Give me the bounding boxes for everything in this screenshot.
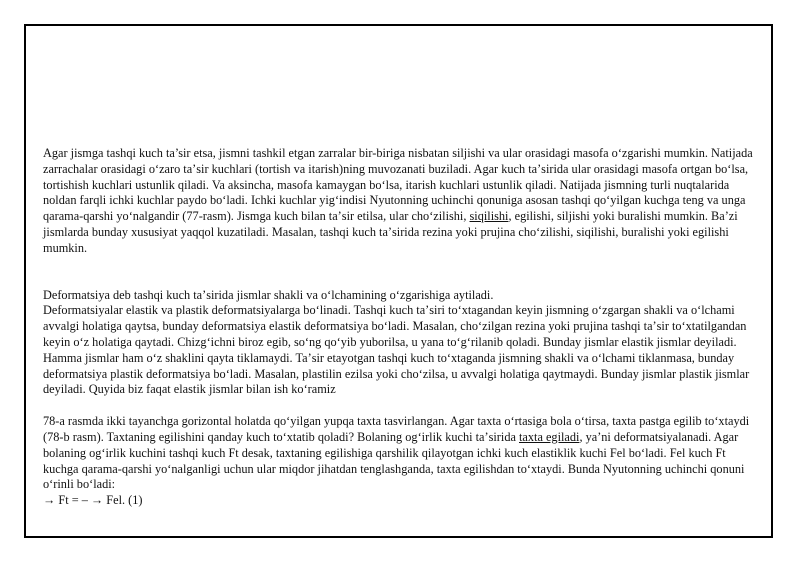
document-body — [43, 146, 759, 509]
underlined-phrase-taxta-egiladi: taxta egiladi — [519, 429, 580, 444]
paragraph-3: Deformatsiyalar elastik va plastik deformatsiyalarga boʻlinadi. Tashqi kuch taʼsiri toʻxtagandan keyin jismning oʻzgargan shakli va oʻlchami avvalgi holatiga qaytsa, bunday deformatsiya elastik deformatsiya boʻladi. Masalan, choʻzilgan rezina yoki prujina tashqi taʼsir toʻxtatilgandan keyin oʻz holatiga qaytadi. Chizgʻichni biroz egib, soʻng qoʻyib yuborilsa, u yana toʻgʻrilanib qoladi. Bunday jismlar elastik jismlar deyiladi. Hamma jismlar ham oʻz shaklini qayta tiklamaydi. Taʼsir etayotgan tashqi kuch toʻxtaganda jismning shakli va oʻlchami tiklanmasa, bunday deformatsiya plastik deformatsiya boʻladi. Masalan, plastilin ezilsa yoki choʻzilsa, u avvalgi holatiga qaytmaydi. Bunday jismlar plastik jismlar deyiladi. Quyida biz faqat elastik jismlar bilan ish koʻramiz — [43, 303, 750, 397]
underlined-word-siqilishi: siqilishi — [469, 209, 509, 224]
paragraph-4: 78-a rasmda ikki tayanchga gorizontal holatda qoʻyilgan yupqa taxta tasvirlangan. Agar taxta oʻrtasiga bola oʻtirsa, taxta pastga egilib toʻxtaydi (78-b rasm). Taxtaning egilishini qanday kuch toʻxtatib qoladi? Bolaning ogʻirlik kuchi taʼsirida taxta egiladi, yaʼni deformatsiyalanadi. Agar bolaning ogʻirlik kuchini tashqi kuch Ft desak, taxtaning egilishiga qarshilik qilayotgan ichki kuch elastiklik kuchi Fel boʻladi. Fel kuch Ft kuchga qarama-qarshi yoʻnalganligi uchun ular miqdor jihatdan tenglashganda, taxta egilishdan toʻxtaydi. Bunda Nyutonning uchinchi qonuni oʻrinli boʻladi: — [43, 414, 750, 492]
page-frame — [24, 24, 773, 538]
formula-line: → Ft = – → Fel. (1) — [43, 493, 143, 508]
paragraph-definition: Deformatsiya deb tashqi kuch taʼsirida jismlar shakli va oʻlchamining oʻzgarishiga aytiladi. — [43, 287, 494, 302]
paragraph-1: Agar jismga tashqi kuch ta’sir etsa, jismni tashkil etgan zarralar bir-biriga nisbatan siljishi va ular orasidagi masofa oʻzgarishi mumkin. Natijada zarrachalar orasidagi oʻzaro taʼsir kuchlari (tortish va itarish)ning muvozanati buziladi. Agar kuch taʼsirida ular orasidagi masofa ortgan boʻlsa, tortishish kuchlari ustunlik qiladi. Va aksincha, masofa kamaygan boʻlsa, itarish kuchlari ustunlik qiladi. Natijada jismning turli nuqtalarida noldan farqli ichki kuchlar paydo boʻladi. Ichki kuchlar yigʻindisi Nyutonning uchinchi qonuniga asosan tashqi qoʻyilgan kuchga teng va unga qarama-qarshi yoʻnalgandir (77-rasm). Jismga kuch bilan taʼsir etilsa, ular choʻzilishi, siqilishi, egilishi, siljishi yoki buralishi mumkin. Baʼzi jismlarda bunday xususiyat yaqqol kuzatiladi. Masalan, tashqi kuch taʼsirida rezina yoki prujina choʻzilishi, siqilishi, buralishi yoki egilishi mumkin. — [43, 146, 753, 255]
